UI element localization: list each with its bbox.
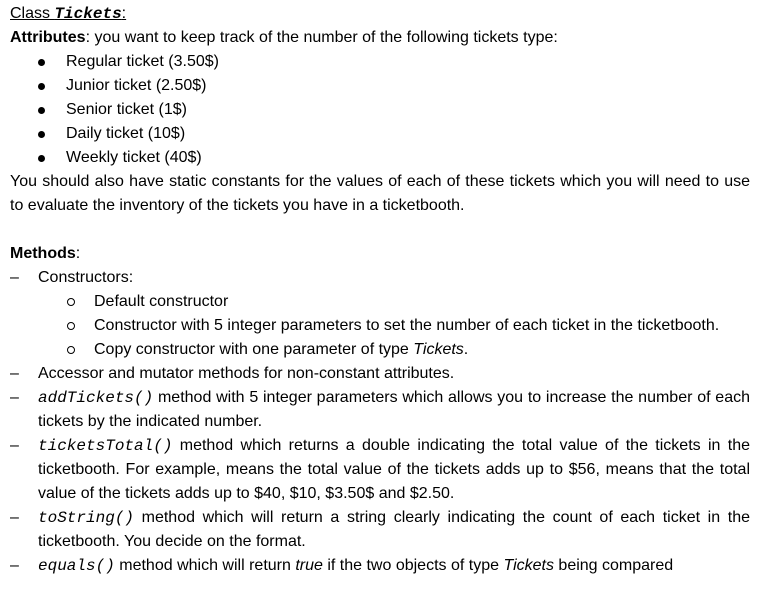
attributes-intro: : you want to keep track of the number of the following tickets type: (85, 29, 558, 46)
document-page (0, 2, 760, 593)
equals-item (10, 554, 750, 578)
class-name: Tickets (54, 5, 122, 23)
list-item: Regular ticket (3.50$) (10, 50, 750, 74)
constructors-list (10, 290, 750, 362)
constructors-label: Constructors: (38, 269, 134, 286)
equals-text-a: method which will return (114, 557, 296, 574)
list-item: Senior ticket (1$) (10, 98, 750, 122)
ticket-type-list (10, 50, 750, 170)
copy-constructor-type: Tickets (413, 341, 464, 358)
equals-text-c: if the two objects of type (322, 557, 504, 574)
to-string-code: toString() (38, 509, 135, 527)
constructors-item (10, 266, 750, 290)
tickets-total-code: ticketsTotal() (38, 437, 173, 455)
add-tickets-item (10, 386, 750, 434)
add-tickets-text: method with 5 integer parameters which allows you to increase the number of each tickets by the indicated number. (38, 389, 750, 430)
to-string-text: method which will return a string clearly indicating the count of each ticket in the ticketbooth. You decide on the format. (38, 509, 750, 550)
methods-heading (10, 242, 750, 266)
attributes-heading (10, 26, 750, 50)
add-tickets-code: addTickets() (38, 389, 154, 407)
equals-text-e: being compared (553, 557, 674, 574)
copy-constructor-end: . (463, 341, 469, 358)
class-title-suffix: : (121, 5, 127, 22)
accessor-item: – Accessor and mutator methods for non-constant attributes. (10, 362, 750, 386)
class-title-prefix: Class (10, 5, 55, 22)
equals-type: Tickets (503, 557, 554, 574)
attributes-label: Attributes (10, 29, 86, 46)
copy-constructor-text: Copy constructor with one parameter of type (94, 341, 414, 358)
list-item: Junior ticket (2.50$) (10, 74, 750, 98)
class-title (10, 2, 750, 26)
list-item: Daily ticket (10$) (10, 122, 750, 146)
section-spacer (10, 218, 750, 242)
methods-label: Methods (10, 245, 76, 262)
methods-colon: : (75, 245, 81, 262)
list-item: Constructor with 5 integer parameters to set the number of each ticket in the ticketbooth. (10, 314, 750, 338)
list-item (10, 338, 750, 362)
equals-true: true (295, 557, 323, 574)
attributes-note: You should also have static constants for the values of each of these tickets which you will need to use to evaluate the inventory of the tickets you have in a ticketbooth. (10, 173, 750, 214)
equals-code: equals() (38, 557, 115, 575)
tickets-total-item (10, 434, 750, 506)
list-item: Weekly ticket (40$) (10, 146, 750, 170)
tickets-total-text: method which returns a double indicating the total value of the tickets in the ticketbooth. For example, means the total value of the tickets adds up to $56, means that the total value of the tickets adds up to $40, $10, $3.50$ and $2.50. (38, 437, 750, 502)
list-item: Default constructor (10, 290, 750, 314)
to-string-item (10, 506, 750, 554)
